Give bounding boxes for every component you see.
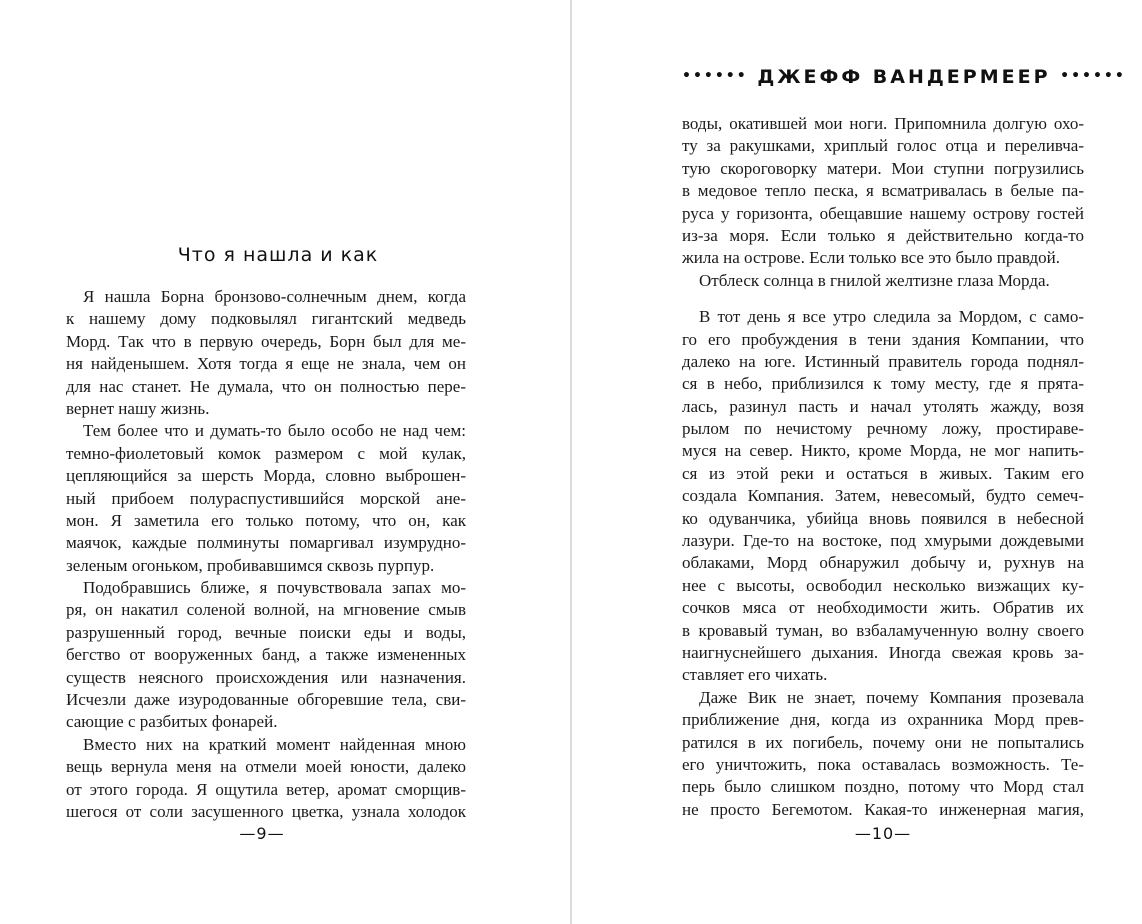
- text-line: нее с высоты, освободил несколько визжащих ку-: [682, 575, 1084, 595]
- text-line: сочков мяса от необходимости жить. Обратив их: [682, 598, 1084, 618]
- text-line: приближение дня, когда из охранника Морд прев-: [682, 710, 1084, 730]
- text-line: Тем более что и думать-то было особо не над чем:: [83, 421, 466, 441]
- text-line: из-за моря. Если только я действительно когда-то: [682, 225, 1084, 245]
- text-line: вещь вернула меня на отмели моей юности, далеко: [66, 757, 466, 777]
- text-line: ня найденышем. Хотя тогда я еще не знала, чем он: [66, 354, 466, 374]
- text-line: сающие с разбитых фонарей.: [66, 712, 278, 732]
- text-line: существ неясного происхождения или назначения.: [66, 667, 466, 687]
- text-line: жила на острове. Если только все это было правдой.: [682, 248, 1060, 268]
- text-line: для нас станет. Не думала, что он полностью пере-: [66, 376, 466, 396]
- text-line: в кровавый туман, во взбаламученную волну своего: [682, 620, 1084, 640]
- text-line: создала Компания. Затем, невесомый, будто семеч-: [682, 486, 1084, 506]
- text-line: разрушенный город, вечные поиски еды и воды,: [66, 622, 466, 642]
- text-line: го его пробуждения в тени здания Компании, что: [682, 329, 1084, 349]
- paragraph: [66, 734, 466, 824]
- text-line: в медовое тепло песка, я всматривалась в белые па-: [682, 181, 1084, 201]
- header-ornament-left: ••••••: [682, 68, 748, 84]
- text-line: наигнуснейшего дыхания. Иногда свежая кровь за-: [682, 642, 1084, 662]
- text-line: ко одуванчика, убийца вновь появился в небесной: [682, 508, 1084, 528]
- paragraph: [682, 270, 1084, 292]
- paragraph-gap: [682, 292, 1084, 306]
- text-line: ратился в их погибель, почему они не попытались: [682, 732, 1084, 752]
- text-line: муся на север. Никто, кроме Морда, не мог напить-: [682, 441, 1084, 461]
- text-line: шегося от соли засушенного цветка, узнала холодок: [66, 801, 466, 821]
- paragraph: [66, 286, 466, 420]
- running-header: [682, 66, 1126, 88]
- text-line: перь было слишком поздно, потому что Морд стал: [682, 777, 1084, 797]
- text-line: зеленым огоньком, пробивавшимся сквозь пурпур.: [66, 555, 435, 575]
- text-line: темно-фиолетовый комок размером с мой кулак,: [66, 443, 466, 463]
- text-line: его уничтожить, пока оставалась возможность. Те-: [682, 754, 1084, 774]
- text-line: маячок, каждые полминуты помаргивал изумрудно-: [66, 533, 466, 553]
- paragraph: [682, 113, 1084, 270]
- text-line: В тот день я все утро следила за Мордом, с само-: [699, 307, 1084, 327]
- text-line: к нашему дому подковылял гигантский медведь: [66, 309, 466, 329]
- paragraph: [682, 687, 1084, 821]
- text-line: ря, он накатил соленой волной, на мгновение смыв: [66, 600, 466, 620]
- text-line: Отблеск солнца в гнилой желтизне глаза Морда.: [699, 270, 1050, 290]
- right-page: [572, 0, 1142, 924]
- text-line: не просто Бегемотом. Какая-то инженерная магия,: [682, 799, 1084, 819]
- paragraph: [66, 577, 466, 734]
- header-ornament-right: ••••••: [1060, 68, 1126, 84]
- text-line: цепляющийся за шерсть Морда, словно выброшен-: [66, 466, 466, 486]
- text-line: ставляет его чихать.: [682, 665, 828, 685]
- right-body-text: [682, 113, 1084, 821]
- text-line: Подобравшись ближе, я почувствовала запах мо-: [83, 578, 466, 598]
- left-page: [0, 0, 570, 924]
- left-body-text: [66, 286, 466, 823]
- text-line: воды, окатившей мои ноги. Припомнила долгую охо-: [682, 114, 1084, 133]
- text-line: лазури. Где-то на востоке, под хмурыми дождевыми: [682, 531, 1084, 551]
- text-line: Исчезли даже изуродованные обгоревшие тела, сви-: [66, 690, 466, 710]
- page-number-right: —10—: [854, 824, 912, 843]
- text-line: тую скороговорку матери. Мои ступни погрузились: [682, 158, 1084, 178]
- text-line: ный прибоем полураспустившийся морской ане-: [66, 488, 466, 508]
- text-line: далеко на юге. Истинный правитель города поднял-: [682, 351, 1084, 371]
- text-line: вернет нашу жизнь.: [66, 398, 210, 418]
- paragraph: [66, 420, 466, 577]
- page-number-left: —9—: [239, 824, 285, 843]
- text-line: ту за ракушками, хриплый голос отца и переливча-: [682, 136, 1084, 156]
- text-line: ся из этой реки и остаться в живых. Таким его: [682, 463, 1084, 483]
- text-line: Даже Вик не знает, почему Компания прозевала: [699, 687, 1084, 707]
- text-line: Морд. Так что в первую очередь, Борн был для ме-: [66, 331, 466, 351]
- text-line: бегство от вооруженных банд, а также измененных: [66, 645, 466, 665]
- text-line: рылом по нечистому речному ложу, простираве-: [682, 419, 1084, 439]
- text-line: мон. Я заметила его только потому, что он, как: [66, 510, 466, 530]
- text-line: руса у горизонта, обещавшие нашему острову гостей: [682, 203, 1084, 223]
- running-header-author: ДЖЕФФ ВАНДЕРМЕЕР: [757, 66, 1051, 88]
- chapter-title: Что я нашла и как: [177, 244, 379, 266]
- paragraph: [682, 306, 1084, 687]
- text-line: Я нашла Борна бронзово-солнечным днем, когда: [83, 287, 466, 306]
- text-line: от этого города. Я ощутила ветер, аромат сморщив-: [66, 779, 466, 799]
- text-line: ся в небо, приблизился к тому месту, где я прята-: [682, 374, 1084, 394]
- text-line: Вместо них на краткий момент найденная мною: [83, 734, 466, 754]
- text-line: облаками, Морд обнаружил добычу и, рухнув на: [682, 553, 1084, 573]
- text-line: лась, разинул пасть и начал утолять жажду, возя: [682, 396, 1084, 416]
